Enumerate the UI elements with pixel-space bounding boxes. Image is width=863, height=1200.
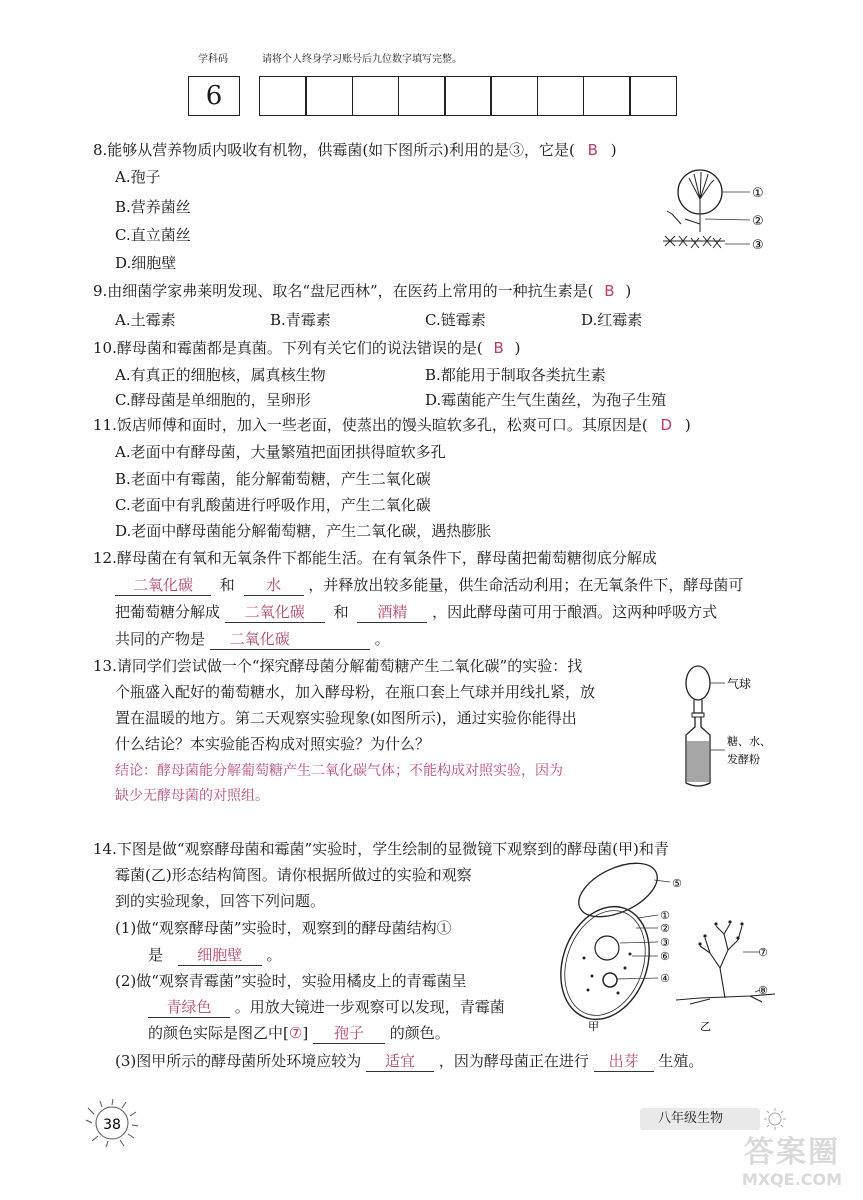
balloon-label: 气球: [727, 677, 752, 691]
yeast-label-6: ⑥: [660, 950, 670, 963]
id-digit-boxes: [259, 76, 677, 116]
digit-box[interactable]: [259, 76, 307, 116]
digit-box[interactable]: [537, 76, 585, 116]
caption-yi: 乙: [700, 1020, 711, 1033]
q14-blank-4: 适宜: [366, 1051, 434, 1072]
mold-label-1: ①: [752, 186, 764, 201]
q8-option-a: A.孢子: [115, 168, 161, 186]
q12-line-3: 把葡萄糖分解成 二氧化碳 和 酒精 ，因此酵母菌可用于酿酒。这两种呼吸方式: [115, 603, 718, 621]
q12-blank-3: 二氧化碳: [225, 602, 325, 623]
q14-bracket-answer: ⑦: [288, 1024, 303, 1042]
q11-option-c: C.老面中有乳酸菌进行呼吸作用，产生二氧化碳: [115, 496, 431, 514]
q13-conclusion-2: 缺少无酵母菌的对照组。: [115, 788, 269, 804]
digit-box[interactable]: [305, 76, 353, 116]
q14-part-3: (3)图甲所示的酵母菌所处环境应较为 适宜 ，因为酵母菌正在进行 出芽 生殖。: [115, 1052, 704, 1070]
q14-part-2-line-3: 的颜色实际是图乙中[⑦] 孢子 的颜色。: [148, 1024, 450, 1042]
q12-blank-4: 酒精: [357, 602, 427, 623]
digit-box[interactable]: [629, 76, 677, 116]
contents-label-1: 糖、水、: [727, 735, 771, 748]
yeast-label-3: ③: [660, 936, 670, 949]
q12-line-2: 二氧化碳 和 水 ，并释放出较多能量，供生命活动利用；在无氧条件下，酵母菌可: [115, 574, 743, 596]
q11-option-d: D.老面中酵母菌能分解葡萄糖，产生二氧化碳，遇热膨胀: [115, 522, 492, 540]
flask-balloon-figure: [670, 655, 780, 795]
q14-line-3: 到的实验现象，回答下列问题。: [115, 892, 326, 910]
q13-line-2: 个瓶盛入配好的葡萄糖水，加入酵母粉，在瓶口套上气球并用线扎紧，放: [115, 683, 596, 701]
q14-part-2-line-2: 青绿色 。用放大镜进一步观察可以发现，青霉菌: [148, 996, 505, 1018]
q11-answer: D: [660, 416, 673, 434]
q12-blank-2: 水: [244, 575, 304, 596]
q10-option-b: B.都能用于制取各类抗生素: [425, 366, 606, 384]
q12-blank-5: 二氧化碳: [210, 629, 370, 650]
q12-line-1: 12.酵母菌在有氧和无氧条件下都能生活。在有氧条件下，酵母菌把葡萄糖彻底分解成: [93, 549, 657, 567]
mold-label-3: ③: [752, 238, 764, 253]
digit-box[interactable]: [398, 76, 446, 116]
q10-option-d: D.霉菌能产生气生菌丝，为孢子生殖: [425, 391, 667, 409]
yeast-label-4: ④: [660, 972, 670, 985]
watermark-logo: 答案圈 MXQE.COM: [741, 1135, 843, 1189]
digit-box[interactable]: [490, 76, 538, 116]
q8-answer: B: [587, 141, 598, 159]
q12-line-4: 共同的产物是 二氧化碳 。: [115, 630, 390, 648]
q13-line-3: 置在温暖的地方。第二天观察实验现象(如图所示)，通过实验你能得出: [115, 709, 577, 727]
question-11: 11.饭店师傅和面时，加入一些老面，使蒸出的馒头暄软多孔，松爽可口。其原因是( D ): [93, 416, 691, 434]
book-title: 八年级生物: [658, 1111, 724, 1126]
digit-box[interactable]: [444, 76, 492, 116]
book-title-bar: [640, 1108, 760, 1130]
q14-part-2: (2)做“观察青霉菌”实验时，实验用橘皮上的青霉菌呈: [115, 972, 467, 990]
mold-label-7: ⑦: [758, 946, 768, 959]
q8-option-d: D.细胞壁: [115, 254, 177, 272]
page-number: 38: [103, 1117, 121, 1133]
q11-stem: 11.饭店师傅和面时，加入一些老面，使蒸出的馒头暄软多孔，松爽可口。其原因是(: [93, 416, 648, 434]
mold-figure: [655, 164, 775, 264]
sun-decoration-icon: [762, 1106, 788, 1132]
q12-blank-1: 二氧化碳: [115, 575, 211, 596]
q8-stem: 8.能够从营养物质内吸收有机物，供霉菌(如下图所示)利用的是③，它是(: [93, 141, 575, 159]
q9-stem: 9.由细菌学家弗莱明发现、取名“盘尼西林”，在医药上常用的一种抗生素是(: [93, 282, 594, 300]
q9-option-c: C.链霉素: [425, 311, 486, 329]
q13-line-4: 什么结论？本实验能否构成对照实验？为什么？: [115, 735, 431, 753]
q8-option-c: C.直立菌丝: [115, 226, 191, 244]
page-number-badge: [82, 1098, 142, 1148]
q14-part-1-answer: 是 细胞壁 。: [148, 946, 282, 964]
mold-label-8: ⑧: [758, 984, 768, 997]
digit-box[interactable]: [352, 76, 400, 116]
q9-option-a: A.土霉素: [115, 311, 176, 329]
question-8: 8.能够从营养物质内吸收有机物，供霉菌(如下图所示)利用的是③，它是( B ): [93, 141, 617, 159]
subject-code-box: [188, 76, 240, 116]
q14-line-2: 霉菌(乙)形态结构简图。请你根据所做过的实验和观察: [115, 866, 472, 884]
q9-option-d: D.红霉素: [581, 311, 643, 329]
q10-option-a: A.有真正的细胞核，属真核生物: [115, 366, 326, 384]
caption-jia: 甲: [588, 1020, 599, 1033]
q14-blank-3: 孢子: [313, 1023, 385, 1044]
subject-code-value: 6: [205, 81, 223, 111]
q9-answer: B: [604, 282, 615, 300]
q13-conclusion-1: 结论：酵母菌能分解葡萄糖产生二氧化碳气体；不能构成对照实验，因为: [115, 763, 563, 779]
q13-line-1: 13.请同学们尝试做一个“探究酵母菌分解葡萄糖产生二氧化碳”的实验：找: [93, 657, 583, 675]
header-instruction: 请将个人终身学习账号后九位数字填写完整。: [262, 54, 462, 65]
q10-stem: 10.酵母菌和霉菌都是真菌。下列有关它们的说法错误的是(: [93, 339, 483, 357]
q14-blank-2: 青绿色: [148, 997, 230, 1018]
q10-answer: B: [493, 339, 504, 357]
yeast-label-1: ①: [660, 909, 670, 922]
q10-option-c: C.酵母菌是单细胞的，呈卵形: [115, 391, 311, 409]
mold-label-2: ②: [752, 214, 764, 229]
q11-option-b: B.老面中有霉菌，能分解葡萄糖，产生二氧化碳: [115, 470, 431, 488]
q14-part-1: (1)做“观察酵母菌”实验时，观察到的酵母菌结构①: [115, 919, 452, 937]
contents-label-2: 发酵粉: [727, 753, 760, 766]
q14-line-1: 14.下图是做“观察酵母菌和霉菌”实验时，学生绘制的显微镜下观察到的酵母菌(甲)和青: [93, 840, 669, 858]
q8-option-b: B.营养菌丝: [115, 198, 191, 216]
q9-option-b: B.青霉素: [270, 311, 331, 329]
yeast-penicillium-figure: [550, 858, 780, 1033]
subject-code-label: 学科码: [198, 54, 228, 65]
question-9: 9.由细菌学家弗莱明发现、取名“盘尼西林”，在医药上常用的一种抗生素是( B ): [93, 282, 632, 300]
q14-blank-1: 细胞壁: [178, 945, 262, 966]
q14-blank-5: 出芽: [594, 1051, 654, 1072]
question-10: 10.酵母菌和霉菌都是真菌。下列有关它们的说法错误的是( B ): [93, 339, 521, 357]
yeast-label-2: ②: [660, 922, 670, 935]
digit-box[interactable]: [583, 76, 631, 116]
q11-option-a: A.老面中有酵母菌，大量繁殖把面团拱得暄软多孔: [115, 443, 446, 461]
yeast-label-5: ⑤: [672, 877, 682, 890]
